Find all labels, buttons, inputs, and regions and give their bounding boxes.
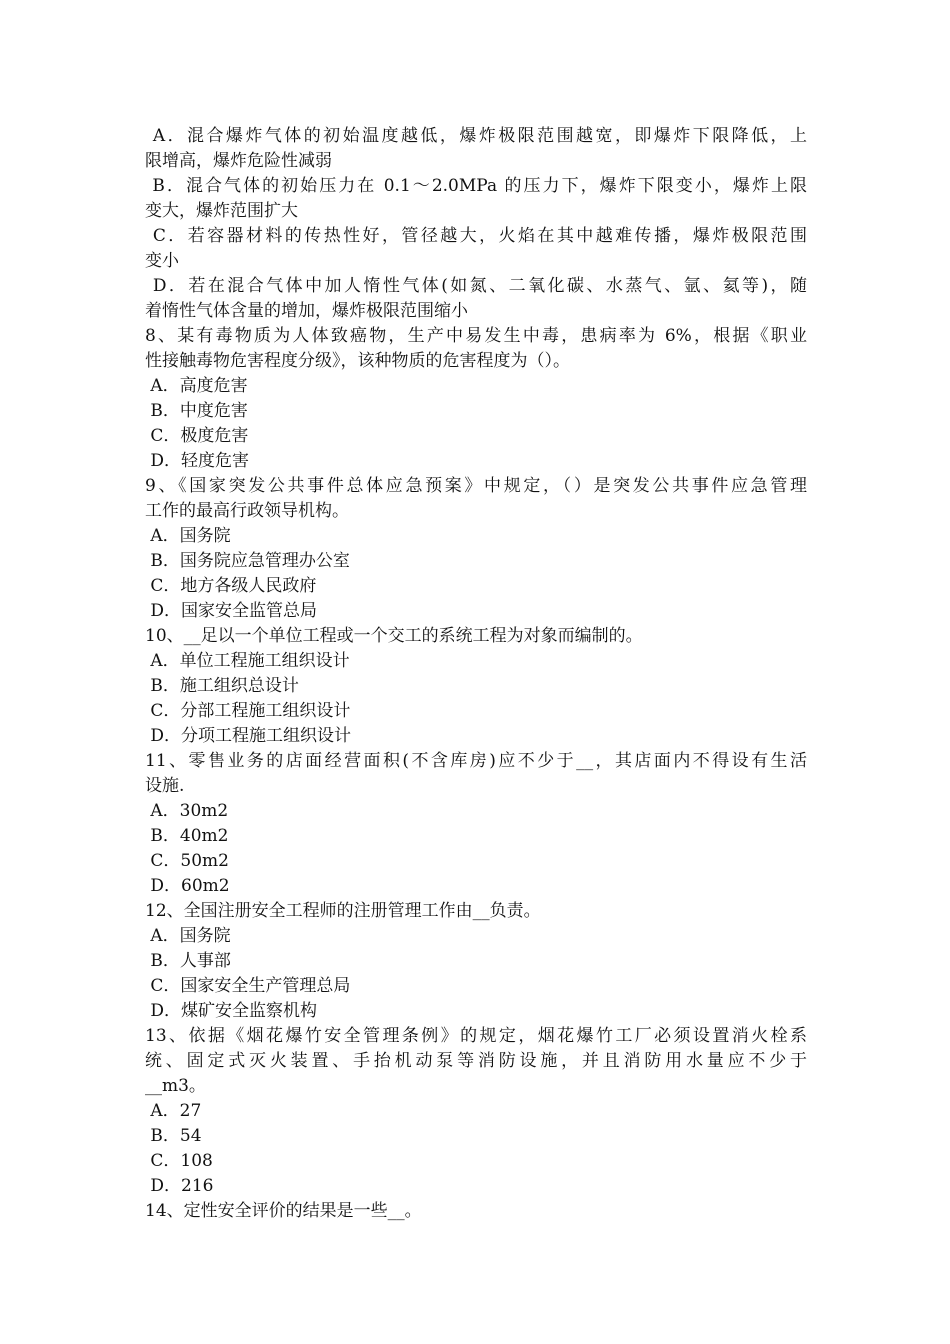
text-line: C．地方各级人民政府 [145, 576, 317, 596]
text-line: A．单位工程施工组织设计 [145, 651, 350, 671]
text-line: A．27 [145, 1101, 202, 1121]
text-block [145, 624, 807, 649]
text-line: C．若容器材料的传热性好，管径越大，火焰在其中越难传播，爆炸极限范围 [145, 226, 807, 246]
text-block [145, 949, 807, 974]
text-line: D．若在混合气体中加人惰性气体(如氮、二氧化碳、水蒸气、氩、氦等)，随 [145, 276, 807, 296]
text-line: A．国务院 [145, 926, 231, 946]
text-block [145, 374, 807, 399]
text-block [145, 724, 807, 749]
text-line: D．轻度危害 [145, 451, 250, 471]
text-line: B．54 [145, 1126, 202, 1146]
text-block [145, 749, 807, 799]
text-block [145, 1099, 807, 1124]
text-line: 变小 [145, 251, 179, 271]
text-line: B．人事部 [145, 951, 231, 971]
text-block [145, 1199, 807, 1224]
text-block [145, 924, 807, 949]
text-block [145, 274, 807, 324]
text-line: 统、固定式灭火装置、手抬机动泵等消防设施，并且消防用水量应不少于 [145, 1051, 807, 1071]
text-block [145, 799, 807, 824]
text-line: 变大，爆炸范围扩大 [145, 201, 298, 221]
text-line: 性接触毒物危害程度分级》，该种物质的危害程度为（）。 [145, 351, 570, 371]
text-line: 8、某有毒物质为人体致癌物，生产中易发生中毒，患病率为 6%，根据《职业 [145, 326, 807, 346]
text-line: A．高度危害 [145, 376, 248, 396]
document-page [145, 124, 807, 1224]
text-block [145, 449, 807, 474]
text-block [145, 649, 807, 674]
text-line: B．施工组织总设计 [145, 676, 299, 696]
text-line: 9、《国家突发公共事件总体应急预案》中规定，（）是突发公共事件应急管理 [145, 476, 807, 496]
text-line: C．50m2 [145, 851, 229, 871]
text-line: A．30m2 [145, 801, 229, 821]
text-block [145, 174, 807, 224]
text-line: C．国家安全生产管理总局 [145, 976, 351, 996]
text-block [145, 874, 807, 899]
text-line: B．混合气体的初始压力在 0.1～2.0MPa 的压力下，爆炸下限变小，爆炸上限 [145, 176, 807, 196]
text-line: C．极度危害 [145, 426, 249, 446]
text-block [145, 524, 807, 549]
text-line: 13、依据《烟花爆竹安全管理条例》的规定，烟花爆竹工厂必须设置消火栓系 [145, 1026, 807, 1046]
text-line: A．混合爆炸气体的初始温度越低，爆炸极限范围越宽，即爆炸下限降低，上 [145, 126, 807, 146]
text-block [145, 674, 807, 699]
text-line: B．中度危害 [145, 401, 248, 421]
text-block [145, 699, 807, 724]
text-line: D．216 [145, 1176, 214, 1196]
text-block [145, 424, 807, 449]
text-block [145, 824, 807, 849]
text-line: B．40m2 [145, 826, 229, 846]
text-line: __m3。 [145, 1076, 206, 1096]
text-block [145, 324, 807, 374]
text-line: 10、__足以一个单位工程或一个交工的系统工程为对象而编制的。 [145, 626, 643, 646]
text-block [145, 999, 807, 1024]
text-block [145, 849, 807, 874]
text-block [145, 474, 807, 524]
text-block [145, 574, 807, 599]
text-line: 14、定性安全评价的结果是一些__。 [145, 1201, 422, 1221]
text-line: C．108 [145, 1151, 213, 1171]
text-line: C．分部工程施工组织设计 [145, 701, 351, 721]
text-line: A．国务院 [145, 526, 231, 546]
text-block [145, 599, 807, 624]
text-line: 着惰性气体含量的增加，爆炸极限范围缩小 [145, 301, 468, 321]
text-block [145, 1149, 807, 1174]
text-line: D．60m2 [145, 876, 230, 896]
text-line: 12、全国注册安全工程师的注册管理工作由__负责。 [145, 901, 541, 921]
text-line: D．煤矿安全监察机构 [145, 1001, 318, 1021]
text-line: 11、零售业务的店面经营面积(不含库房)应不少于__，其店面内不得设有生活 [145, 751, 807, 771]
text-line: 限增高，爆炸危险性减弱 [145, 151, 332, 171]
text-block [145, 1024, 807, 1099]
text-line: 设施. [145, 776, 185, 796]
text-block [145, 224, 807, 274]
text-block [145, 899, 807, 924]
text-block [145, 1174, 807, 1199]
text-block [145, 124, 807, 174]
text-line: B．国务院应急管理办公室 [145, 551, 350, 571]
text-line: D．分项工程施工组织设计 [145, 726, 352, 746]
text-line: D．国家安全监管总局 [145, 601, 318, 621]
text-block [145, 399, 807, 424]
text-block [145, 974, 807, 999]
text-block [145, 1124, 807, 1149]
text-line: 工作的最高行政领导机构。 [145, 501, 349, 521]
text-block [145, 549, 807, 574]
